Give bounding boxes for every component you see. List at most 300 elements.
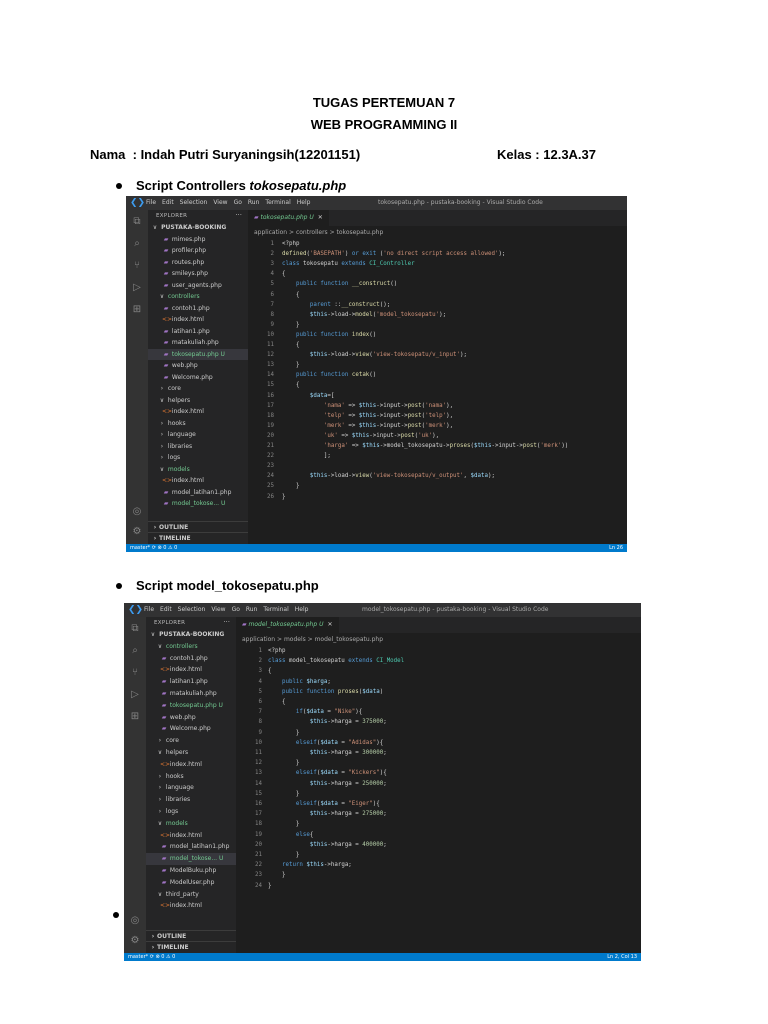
line-number: 15 bbox=[267, 382, 274, 389]
file-tree-item[interactable] bbox=[146, 653, 236, 665]
code-line: } bbox=[282, 321, 300, 328]
vscode-logo-icon: ❮❯ bbox=[128, 605, 144, 615]
chevron-right-icon: › bbox=[158, 737, 162, 745]
title-bar bbox=[124, 603, 641, 617]
file-tree-item[interactable] bbox=[146, 782, 236, 794]
menu-item-edit[interactable]: Edit bbox=[160, 606, 172, 613]
extensions-icon[interactable]: ⊞ bbox=[130, 711, 140, 722]
file-tree-item[interactable] bbox=[148, 349, 248, 361]
line-number: 3 bbox=[270, 261, 274, 268]
line-number: 9 bbox=[270, 321, 274, 328]
line-number: 8 bbox=[258, 719, 262, 726]
file-tree-item[interactable] bbox=[148, 222, 248, 234]
file-tree-item[interactable] bbox=[148, 441, 248, 453]
code-line: 'telp' => $this->input->post('telp'), bbox=[323, 412, 454, 419]
line-number: 12 bbox=[255, 760, 262, 767]
line-number: 22 bbox=[267, 453, 274, 460]
file-tree-item[interactable] bbox=[146, 747, 236, 759]
line-number: 1 bbox=[258, 648, 262, 654]
code-line: parent ::__construct(); bbox=[309, 301, 391, 308]
file-tree-label: index.html bbox=[170, 477, 204, 484]
file-tree-item[interactable] bbox=[146, 712, 236, 724]
php-file-icon: ▰ bbox=[163, 247, 169, 254]
file-tree-label: hooks bbox=[164, 772, 184, 780]
code-line: $this->load->view('view-tokosepatu/v_input'); bbox=[309, 352, 468, 359]
menu-item-selection[interactable]: Selection bbox=[179, 199, 208, 206]
extensions-icon[interactable]: ⊞ bbox=[132, 304, 142, 315]
file-tree-item[interactable] bbox=[146, 735, 236, 747]
code-editor[interactable] bbox=[236, 646, 641, 953]
editor-tab[interactable] bbox=[236, 617, 339, 633]
vscode-screenshot-model bbox=[124, 603, 641, 961]
line-number: 2 bbox=[270, 251, 274, 258]
line-number: 16 bbox=[267, 392, 274, 399]
bullet-dot-empty bbox=[113, 912, 119, 918]
php-file-icon: ▰ bbox=[161, 713, 167, 721]
chevron-right-icon: › bbox=[160, 454, 164, 461]
code-line: { bbox=[268, 668, 272, 675]
file-tree-label: index.html bbox=[168, 902, 202, 910]
html-file-icon: <> bbox=[160, 902, 171, 910]
files-icon[interactable]: ⧉ bbox=[131, 623, 139, 634]
php-file-icon: ▰ bbox=[163, 270, 169, 277]
php-file-icon: ▰ bbox=[161, 878, 167, 886]
file-tree-label: tokosepatu.php U bbox=[170, 350, 225, 358]
chevron-right-icon: › bbox=[153, 523, 157, 531]
php-file-icon: ▰ bbox=[163, 350, 169, 358]
code-line: } bbox=[282, 493, 286, 500]
status-position[interactable]: Ln 26 bbox=[609, 545, 623, 551]
file-tree-item[interactable] bbox=[148, 487, 248, 499]
chevron-down-icon: ∨ bbox=[159, 293, 165, 300]
file-tree-label: contoh1.php bbox=[170, 304, 210, 312]
code-line: } bbox=[268, 872, 286, 879]
code-line: public function __construct() bbox=[295, 281, 398, 288]
code-line: } bbox=[268, 729, 300, 736]
file-tree-label: language bbox=[164, 784, 194, 792]
doc-title-2: WEB PROGRAMMING II bbox=[310, 117, 458, 132]
editor-tab-bar bbox=[248, 210, 627, 226]
line-number: 18 bbox=[255, 821, 262, 828]
menu-item-file[interactable]: File bbox=[146, 199, 157, 206]
code-line: 'harga' => $this->model_tokosepatu->proses($this->input->post('merk')) bbox=[323, 443, 569, 449]
code-line: public function index() bbox=[295, 331, 377, 338]
chevron-right-icon: › bbox=[160, 442, 164, 450]
line-number: 12 bbox=[267, 352, 274, 359]
timeline-section[interactable] bbox=[146, 941, 236, 954]
menu-item-terminal[interactable]: Terminal bbox=[265, 199, 291, 206]
file-tree-label: model_tokose... U bbox=[170, 500, 226, 507]
file-tree-item[interactable] bbox=[148, 257, 248, 269]
chevron-right-icon: › bbox=[160, 419, 164, 427]
file-tree-label: model_latihan1.php bbox=[168, 843, 230, 851]
chevron-down-icon: ∨ bbox=[157, 890, 163, 898]
chevron-down-icon: ∨ bbox=[159, 465, 165, 473]
vscode-screenshot-controller bbox=[126, 196, 627, 552]
file-tree-label: mimes.php bbox=[170, 235, 206, 243]
line-number: 23 bbox=[267, 463, 274, 470]
html-file-icon: <> bbox=[160, 760, 171, 768]
file-tree-item[interactable] bbox=[148, 406, 248, 418]
editor-tab-bar bbox=[236, 617, 641, 633]
file-tree-item[interactable] bbox=[146, 700, 236, 712]
line-number: 14 bbox=[267, 372, 274, 379]
chevron-right-icon: › bbox=[151, 932, 155, 940]
php-file-icon: ▰ bbox=[161, 855, 167, 863]
file-tree-label: ModelUser.php bbox=[168, 878, 215, 886]
file-tree-item[interactable] bbox=[146, 723, 236, 735]
run-debug-icon[interactable]: ▷ bbox=[133, 282, 141, 293]
editor-tab[interactable] bbox=[248, 210, 329, 226]
explorer-sidebar bbox=[148, 210, 248, 544]
code-line: } bbox=[268, 790, 300, 797]
activity-bar bbox=[124, 617, 146, 953]
close-icon[interactable]: ✕ bbox=[317, 214, 323, 221]
menu-item-run[interactable]: Run bbox=[245, 606, 258, 613]
file-tree-item[interactable] bbox=[148, 452, 248, 464]
code-line: { bbox=[282, 382, 300, 389]
menu-item-view[interactable]: View bbox=[213, 199, 228, 206]
file-tree-label: model_latihan1.php bbox=[170, 488, 232, 496]
file-tree-label: index.html bbox=[168, 831, 202, 839]
chevron-right-icon: › bbox=[158, 808, 162, 815]
activity-bar bbox=[126, 210, 148, 544]
code-line: $this->harga = 375000; bbox=[309, 719, 387, 726]
php-file-icon: ▰ bbox=[163, 281, 169, 289]
menu-item-help[interactable]: Help bbox=[296, 199, 311, 206]
file-tree-label: logs bbox=[164, 808, 179, 815]
code-line: { bbox=[282, 291, 300, 298]
code-line: class model_tokosepatu extends CI_Model bbox=[268, 658, 405, 665]
file-tree-item[interactable] bbox=[146, 877, 236, 889]
file-tree-item[interactable] bbox=[148, 383, 248, 395]
file-tree-item[interactable] bbox=[148, 291, 248, 303]
explorer-header: EXPLORER bbox=[156, 213, 188, 219]
student-name: Nama : Indah Putri Suryaningsih(12201151) bbox=[90, 147, 361, 162]
title-bar bbox=[126, 196, 627, 210]
menu-bar bbox=[146, 196, 316, 210]
file-tree-item[interactable] bbox=[148, 475, 248, 487]
file-tree-item[interactable] bbox=[148, 372, 248, 384]
line-number: 15 bbox=[255, 790, 262, 797]
menu-item-terminal[interactable]: Terminal bbox=[263, 606, 289, 613]
php-file-icon: ▰ bbox=[163, 258, 169, 266]
file-tree-item[interactable] bbox=[148, 498, 248, 510]
code-line: } bbox=[268, 852, 300, 858]
file-tree-label: index.html bbox=[168, 760, 202, 768]
window-title: model_tokosepatu.php - pustaka-booking - Visual Studio Code bbox=[362, 606, 549, 613]
line-number: 13 bbox=[255, 770, 262, 777]
menu-item-run[interactable]: Run bbox=[247, 199, 260, 206]
file-tree-item[interactable] bbox=[148, 395, 248, 407]
line-number: 19 bbox=[255, 831, 262, 838]
file-tree-label: index.html bbox=[170, 316, 204, 323]
html-file-icon: <> bbox=[160, 831, 171, 839]
file-tree-item[interactable] bbox=[148, 360, 248, 372]
code-line: $this->harga = 250000; bbox=[309, 780, 387, 787]
line-number: 1 bbox=[270, 241, 274, 247]
file-tree-label: matakuliah.php bbox=[168, 690, 217, 697]
file-tree-item[interactable] bbox=[146, 771, 236, 783]
chevron-down-icon: ∨ bbox=[150, 631, 156, 638]
line-number: 14 bbox=[255, 780, 262, 787]
bullet-2-text: Script model_tokosepatu.php bbox=[136, 578, 319, 593]
source-control-icon[interactable]: ⑂ bbox=[132, 667, 138, 678]
file-tree-label: helpers bbox=[164, 749, 189, 756]
file-tree-item[interactable] bbox=[146, 853, 236, 865]
line-number: 24 bbox=[255, 882, 262, 889]
line-number: 11 bbox=[255, 750, 262, 756]
status-bar bbox=[126, 544, 627, 552]
file-tree-label: models bbox=[166, 465, 190, 473]
line-number: 18 bbox=[267, 412, 274, 419]
line-number: 26 bbox=[267, 493, 274, 500]
menu-item-edit[interactable]: Edit bbox=[162, 199, 174, 206]
line-number: 6 bbox=[258, 699, 262, 705]
file-tree-item[interactable] bbox=[146, 841, 236, 853]
run-debug-icon[interactable]: ▷ bbox=[131, 689, 139, 700]
line-number: 21 bbox=[255, 852, 262, 858]
file-tree-item[interactable] bbox=[146, 676, 236, 688]
file-tree-item[interactable] bbox=[148, 234, 248, 246]
status-branch[interactable]: master* ⟳ ⊗ 0 ⚠ 0 bbox=[128, 954, 176, 960]
search-icon[interactable]: ⌕ bbox=[134, 238, 140, 249]
file-tree-label: model_tokose... U bbox=[168, 855, 224, 863]
file-tree-label: third_party bbox=[164, 890, 199, 898]
file-tree-item[interactable] bbox=[146, 818, 236, 830]
code-line: elseif($data = "Adidas"){ bbox=[295, 739, 384, 746]
code-line: } bbox=[268, 821, 300, 828]
source-control-icon[interactable]: ⑂ bbox=[134, 260, 140, 271]
code-line: 'nama' => $this->input->post('nama'), bbox=[323, 402, 454, 409]
line-number: 23 bbox=[255, 872, 262, 879]
php-file-icon: ▰ bbox=[242, 621, 249, 628]
file-tree-item[interactable] bbox=[146, 830, 236, 842]
php-file-icon: ▰ bbox=[163, 327, 169, 335]
file-tree-item[interactable] bbox=[146, 641, 236, 653]
line-number: 7 bbox=[270, 301, 274, 308]
file-tree-label: logs bbox=[166, 454, 181, 461]
php-file-icon: ▰ bbox=[163, 339, 169, 346]
status-branch[interactable]: master* ⟳ ⊗ 0 ⚠ 0 bbox=[130, 545, 178, 551]
file-tree-item[interactable] bbox=[146, 889, 236, 901]
file-tree-label: routes.php bbox=[170, 258, 205, 266]
code-editor[interactable] bbox=[248, 239, 627, 544]
menu-item-go[interactable]: Go bbox=[233, 199, 242, 206]
file-tree-label: core bbox=[166, 385, 181, 392]
file-tree-item[interactable] bbox=[146, 900, 236, 912]
html-file-icon: <> bbox=[162, 477, 173, 484]
file-tree-label: libraries bbox=[164, 796, 191, 804]
file-tree-item[interactable] bbox=[148, 326, 248, 338]
breadcrumb: application > controllers > tokosepatu.php bbox=[254, 229, 384, 236]
chevron-right-icon: › bbox=[158, 784, 162, 792]
line-number: 20 bbox=[267, 432, 274, 439]
code-line: if($data = "Nike"){ bbox=[295, 709, 363, 716]
chevron-right-icon: › bbox=[158, 796, 162, 804]
close-icon[interactable]: ✕ bbox=[327, 621, 333, 628]
file-tree-label: models bbox=[164, 819, 188, 827]
line-number: 6 bbox=[270, 291, 274, 298]
file-tree-label: web.php bbox=[170, 362, 198, 369]
line-number: 16 bbox=[255, 801, 262, 807]
code-line: } bbox=[268, 760, 300, 767]
files-icon[interactable]: ⧉ bbox=[133, 216, 141, 227]
line-number: 5 bbox=[258, 688, 262, 695]
file-tree-item[interactable] bbox=[148, 464, 248, 476]
code-line: $data=[ bbox=[309, 392, 335, 399]
file-tree-item[interactable] bbox=[148, 303, 248, 315]
chevron-down-icon: ∨ bbox=[157, 819, 163, 827]
timeline-section[interactable] bbox=[148, 532, 248, 545]
php-file-icon: ▰ bbox=[163, 362, 169, 369]
code-line: public function cetak() bbox=[295, 372, 377, 379]
chevron-down-icon: ∨ bbox=[157, 749, 163, 756]
menu-bar bbox=[144, 603, 314, 617]
chevron-right-icon: › bbox=[160, 431, 164, 438]
menu-item-help[interactable]: Help bbox=[294, 606, 309, 613]
line-number: 9 bbox=[258, 729, 262, 736]
php-file-icon: ▰ bbox=[163, 500, 169, 507]
file-tree-label: index.html bbox=[168, 666, 202, 674]
file-tree-label: contoh1.php bbox=[168, 654, 208, 662]
editor-tab-label: tokosepatu.php U bbox=[260, 214, 314, 221]
php-file-icon: ▰ bbox=[161, 843, 167, 851]
code-line: <?php bbox=[268, 648, 286, 654]
code-line: 'uk' => $this->input->post('uk'), bbox=[323, 432, 440, 439]
file-tree-item[interactable] bbox=[148, 245, 248, 257]
line-number: 2 bbox=[258, 658, 262, 665]
chevron-right-icon: › bbox=[160, 385, 164, 392]
status-bar bbox=[124, 953, 641, 961]
outline-label: OUTLINE bbox=[157, 932, 187, 940]
chevron-down-icon: ∨ bbox=[152, 224, 158, 231]
file-tree-label: smileys.php bbox=[170, 270, 208, 277]
account-icon[interactable]: ◎ bbox=[130, 915, 140, 926]
file-tree-label: tokosepatu.php U bbox=[168, 701, 223, 709]
file-tree-item[interactable] bbox=[146, 629, 236, 641]
file-tree-item[interactable] bbox=[146, 759, 236, 771]
account-icon[interactable]: ◎ bbox=[132, 506, 142, 517]
php-file-icon: ▰ bbox=[163, 235, 169, 243]
line-number: 21 bbox=[267, 443, 274, 449]
file-tree-item[interactable] bbox=[146, 794, 236, 806]
code-line: else{ bbox=[295, 831, 314, 838]
outline-label: OUTLINE bbox=[159, 523, 189, 531]
file-tree-item[interactable] bbox=[148, 280, 248, 292]
php-file-icon: ▰ bbox=[161, 690, 167, 697]
html-file-icon: <> bbox=[162, 408, 173, 415]
file-tree-item[interactable] bbox=[146, 688, 236, 700]
file-tree-item[interactable] bbox=[146, 664, 236, 676]
code-line: elseif($data = "Kickers"){ bbox=[295, 770, 387, 777]
php-file-icon: ▰ bbox=[163, 304, 169, 312]
php-file-icon: ▰ bbox=[161, 867, 167, 874]
file-tree-item[interactable] bbox=[148, 268, 248, 280]
php-file-icon: ▰ bbox=[161, 701, 167, 709]
file-tree-label: PUSTAKA-BOOKING bbox=[157, 631, 225, 638]
code-line: defined('BASEPATH') or exit ('no direct script access allowed'); bbox=[282, 251, 506, 258]
file-tree-label: helpers bbox=[166, 396, 191, 404]
file-tree-item[interactable] bbox=[148, 314, 248, 326]
file-tree-label: core bbox=[164, 737, 179, 745]
code-line: return $this->harga; bbox=[281, 862, 352, 869]
search-icon[interactable]: ⌕ bbox=[132, 645, 138, 656]
menu-item-selection[interactable]: Selection bbox=[177, 606, 206, 613]
file-tree-item[interactable] bbox=[148, 418, 248, 430]
file-tree-label: profiler.php bbox=[170, 247, 207, 254]
code-line: { bbox=[282, 271, 286, 278]
vscode-logo-icon: ❮❯ bbox=[130, 198, 146, 208]
chevron-right-icon: › bbox=[158, 772, 162, 780]
code-line: $this->load->view('view-tokosepatu/v_output', $data); bbox=[309, 473, 495, 480]
file-tree-label: latihan1.php bbox=[168, 678, 208, 686]
explorer-header: EXPLORER bbox=[154, 620, 186, 626]
file-tree-label: web.php bbox=[168, 713, 196, 721]
php-file-icon: ▰ bbox=[161, 678, 167, 686]
code-line: $this->harga = 400000; bbox=[309, 841, 387, 848]
more-actions-icon[interactable]: ··· bbox=[223, 618, 230, 626]
file-tree-item[interactable] bbox=[148, 429, 248, 441]
file-tree-label: controllers bbox=[166, 293, 200, 300]
file-tree-label: language bbox=[166, 431, 196, 438]
file-tree-item[interactable] bbox=[148, 337, 248, 349]
file-tree-label: libraries bbox=[166, 442, 193, 450]
file-tree-label: hooks bbox=[166, 419, 186, 427]
html-file-icon: <> bbox=[162, 316, 173, 323]
line-number: 20 bbox=[255, 841, 262, 848]
file-tree-label: PUSTAKA-BOOKING bbox=[159, 224, 227, 231]
file-tree-item[interactable] bbox=[146, 806, 236, 818]
status-position[interactable]: Ln 2, Col 13 bbox=[607, 954, 637, 960]
student-class: Kelas : 12.3A.37 bbox=[497, 147, 597, 162]
php-file-icon: ▰ bbox=[163, 373, 169, 381]
code-line: { bbox=[282, 342, 300, 348]
html-file-icon: <> bbox=[160, 666, 171, 674]
bullet-dot bbox=[116, 183, 122, 189]
line-number: 25 bbox=[267, 483, 274, 490]
code-line: } bbox=[268, 882, 272, 889]
menu-item-go[interactable]: Go bbox=[231, 606, 240, 613]
settings-gear-icon[interactable]: ⚙ bbox=[132, 526, 142, 537]
breadcrumb: application > models > model_tokosepatu.php bbox=[242, 636, 384, 643]
menu-item-file[interactable]: File bbox=[144, 606, 155, 613]
settings-gear-icon[interactable]: ⚙ bbox=[130, 935, 140, 946]
line-number: 10 bbox=[255, 739, 262, 746]
line-number: 13 bbox=[267, 362, 274, 369]
window-title: tokosepatu.php - pustaka-booking - Visual Studio Code bbox=[378, 199, 543, 206]
code-line: { bbox=[268, 699, 286, 705]
code-line: } bbox=[282, 483, 300, 490]
more-actions-icon[interactable]: ··· bbox=[235, 211, 242, 219]
code-line: <?php bbox=[282, 241, 300, 247]
bullet-1-prefix: Script Controllers bbox=[136, 178, 250, 193]
line-number: 8 bbox=[270, 311, 274, 318]
php-file-icon: ▰ bbox=[254, 214, 261, 221]
file-tree-item[interactable] bbox=[146, 865, 236, 877]
code-line: class tokosepatu extends CI_Controller bbox=[282, 261, 415, 268]
line-number: 19 bbox=[267, 422, 274, 429]
code-line: 'merk' => $this->input->post('merk'), bbox=[323, 422, 454, 429]
line-number: 3 bbox=[258, 668, 262, 675]
menu-item-view[interactable]: View bbox=[211, 606, 226, 613]
code-line: ]; bbox=[282, 453, 331, 460]
file-tree-label: Welcome.php bbox=[170, 373, 213, 381]
file-tree-label: ModelBuku.php bbox=[168, 867, 217, 874]
code-line: $this->harga = 300000; bbox=[309, 750, 387, 756]
code-line: } bbox=[282, 362, 300, 369]
php-file-icon: ▰ bbox=[161, 725, 167, 733]
